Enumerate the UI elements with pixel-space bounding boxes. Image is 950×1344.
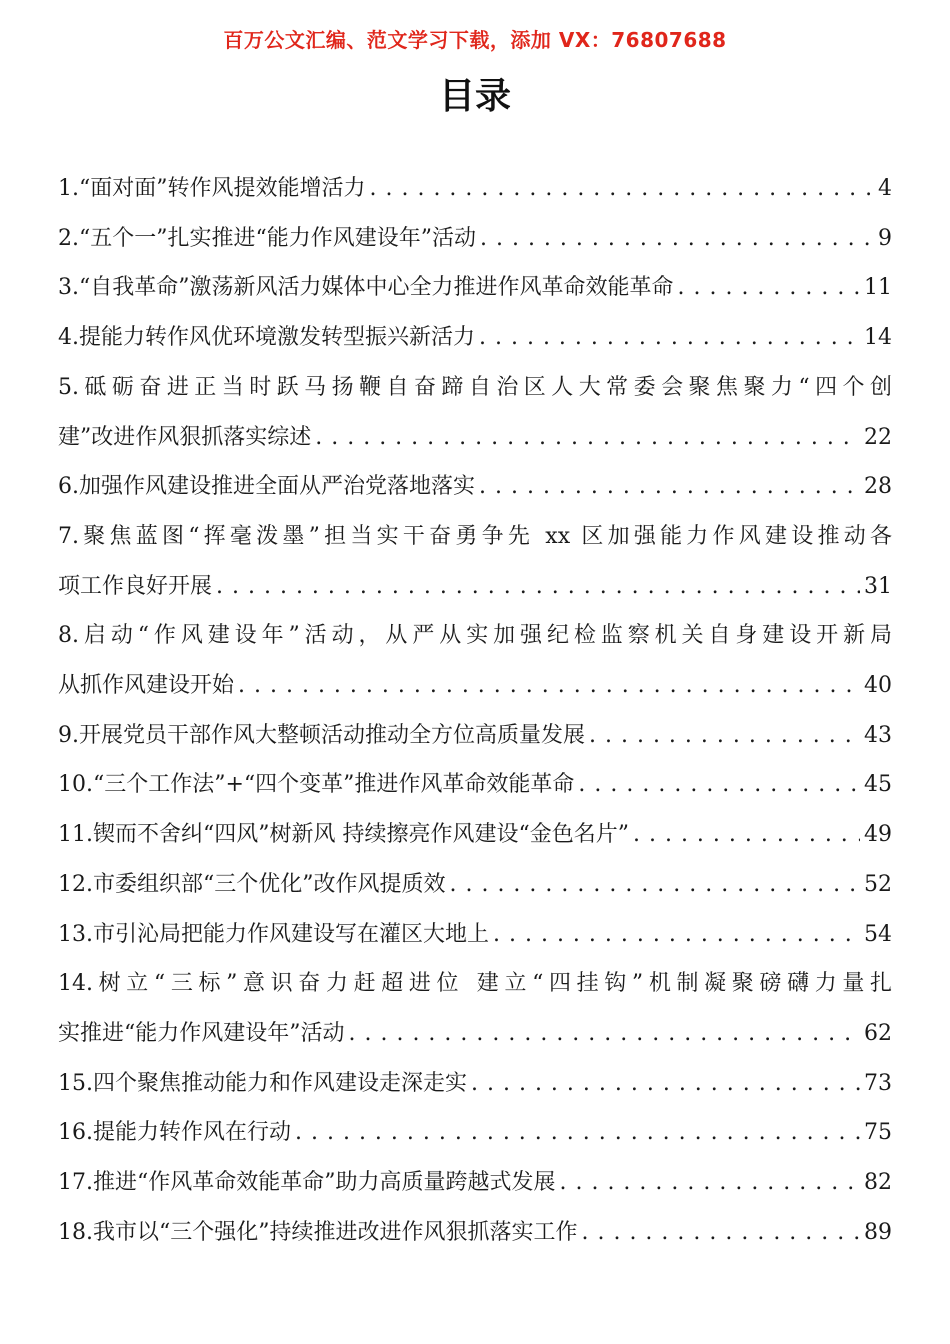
toc-page-number: 75 [864, 1120, 892, 1146]
toc-entry-8[interactable] [58, 611, 892, 710]
toc-entry-title: 18.我市以“三个强化”持续推进改进作风狠抓落实工作 [58, 1219, 578, 1245]
toc-page-number: 73 [864, 1070, 892, 1096]
toc-entry-6[interactable] [58, 462, 892, 512]
toc-entry-title: 项工作良好开展 [58, 573, 213, 599]
toc-entry-title-line1: 7.聚焦蓝图“挥毫泼墨”担当实干奋勇争先 xx 区加强能力作风建设推动各 [58, 523, 892, 549]
toc-entry-title: 13.市引沁局把能力作风建设写在灌区大地上 [58, 921, 489, 947]
toc-entry-title: 17.推进“作风革命效能革命”助力高质量跨越式发展 [58, 1170, 556, 1196]
toc-page-number: 43 [864, 722, 892, 748]
toc-entry-12[interactable] [58, 860, 892, 910]
toc-leader-dots [493, 910, 860, 960]
toc-leader-dots [238, 661, 860, 711]
toc-page-number: 62 [864, 1020, 892, 1046]
toc-leader-dots [559, 1158, 860, 1208]
toc-entry-title: 建”改进作风狠抓落实综述 [58, 424, 312, 450]
toc-page-number: 45 [864, 772, 892, 798]
toc-entry-title-line1: 5.砥砺奋进正当时跃马扬鞭自奋蹄自治区人大常委会聚焦聚力“四个创 [58, 374, 892, 400]
toc-leader-dots [480, 214, 874, 264]
toc-page-number: 49 [864, 822, 892, 848]
toc-entry-title: 从抓作风建设开始 [58, 673, 235, 699]
toc-entry-title: 12.市委组织部“三个优化”改作风提质效 [58, 871, 446, 897]
toc-entry-16[interactable] [58, 1108, 892, 1158]
watermark-banner: 百万公文汇编、范文学习下载，添加 VX：76807688 [223, 28, 727, 52]
toc-leader-dots [479, 462, 860, 512]
toc-entry-title: 9.开展党员干部作风大整顿活动推动全方位高质量发展 [58, 722, 585, 748]
toc-entry-7[interactable] [58, 512, 892, 611]
toc-leader-dots [370, 164, 875, 214]
toc-leader-dots [216, 562, 860, 612]
toc-entry-13[interactable] [58, 910, 892, 960]
toc-entry-title: 实推进“能力作风建设年”活动 [58, 1020, 345, 1046]
toc-entry-title: 1.“面对面”转作风提效能增活力 [58, 176, 366, 201]
toc-entry-title: 3.“自我革命”激荡新风活力媒体中心全力推进作风革命效能革命 [58, 275, 674, 301]
toc-entry-2[interactable] [58, 214, 892, 264]
toc-leader-dots [479, 313, 860, 363]
toc-entry-title: 6.加强作风建设推进全面从严治党落地落实 [58, 474, 475, 500]
toc-page-number: 82 [864, 1170, 892, 1196]
toc-page-number: 22 [864, 424, 892, 450]
toc-entry-title: 16.提能力转作风在行动 [58, 1120, 291, 1146]
toc-entry-17[interactable] [58, 1158, 892, 1208]
toc-leader-dots [471, 1059, 860, 1109]
toc-entry-5[interactable] [58, 363, 892, 462]
toc-page-number: 4 [878, 176, 892, 201]
toc-leader-dots [589, 711, 860, 761]
toc-leader-dots [581, 1208, 860, 1258]
toc-leader-dots [633, 810, 860, 860]
toc-entry-14[interactable] [58, 959, 892, 1058]
page-title: 目录 [438, 76, 511, 117]
toc-entry-title-line1: 14.树立“三标”意识奋力赶超进位 建立“四挂钩”机制凝聚磅礴力量扎 [58, 971, 892, 997]
toc-page-number: 54 [864, 921, 892, 947]
toc-entry-18[interactable] [58, 1208, 892, 1258]
toc-entry-10[interactable] [58, 760, 892, 810]
toc-entry-title: 2.“五个一”扎实推进“能力作风建设年”活动 [58, 225, 476, 251]
toc-leader-dots [295, 1108, 860, 1158]
toc-page-number: 11 [864, 275, 892, 301]
toc-entry-title: 4.提能力转作风优环境激发转型振兴新活力 [58, 325, 475, 351]
toc-entry-9[interactable] [58, 711, 892, 761]
toc-leader-dots [578, 760, 860, 810]
toc-leader-dots [678, 263, 861, 313]
toc-leader-dots [449, 860, 860, 910]
toc-entry-title: 10.“三个工作法”+“四个变革”推进作风革命效能革命 [58, 772, 575, 798]
toc-entry-11[interactable] [58, 810, 892, 860]
toc-page-number: 31 [864, 573, 892, 599]
toc-page-number: 28 [864, 474, 892, 500]
toc-page-number: 40 [864, 673, 892, 699]
toc-entry-1[interactable] [58, 164, 892, 214]
toc-page-number: 89 [864, 1219, 892, 1245]
toc-entry-4[interactable] [58, 313, 892, 363]
toc-leader-dots [315, 413, 860, 463]
toc-entry-title: 11.锲而不舍纠“四风”树新风 持续擦亮作风建设“金色名片” [58, 822, 629, 848]
toc-leader-dots [349, 1009, 861, 1059]
toc-entry-15[interactable] [58, 1059, 892, 1109]
table-of-contents [58, 164, 892, 1257]
toc-page-number: 14 [864, 325, 892, 351]
toc-entry-3[interactable] [58, 263, 892, 313]
toc-entry-title: 15.四个聚焦推动能力和作风建设走深走实 [58, 1070, 467, 1096]
toc-page-number: 9 [878, 225, 892, 251]
toc-page-number: 52 [864, 871, 892, 897]
toc-entry-title-line1: 8.启动“作风建设年”活动，从严从实加强纪检监察机关自身建设开新局 [58, 623, 892, 649]
